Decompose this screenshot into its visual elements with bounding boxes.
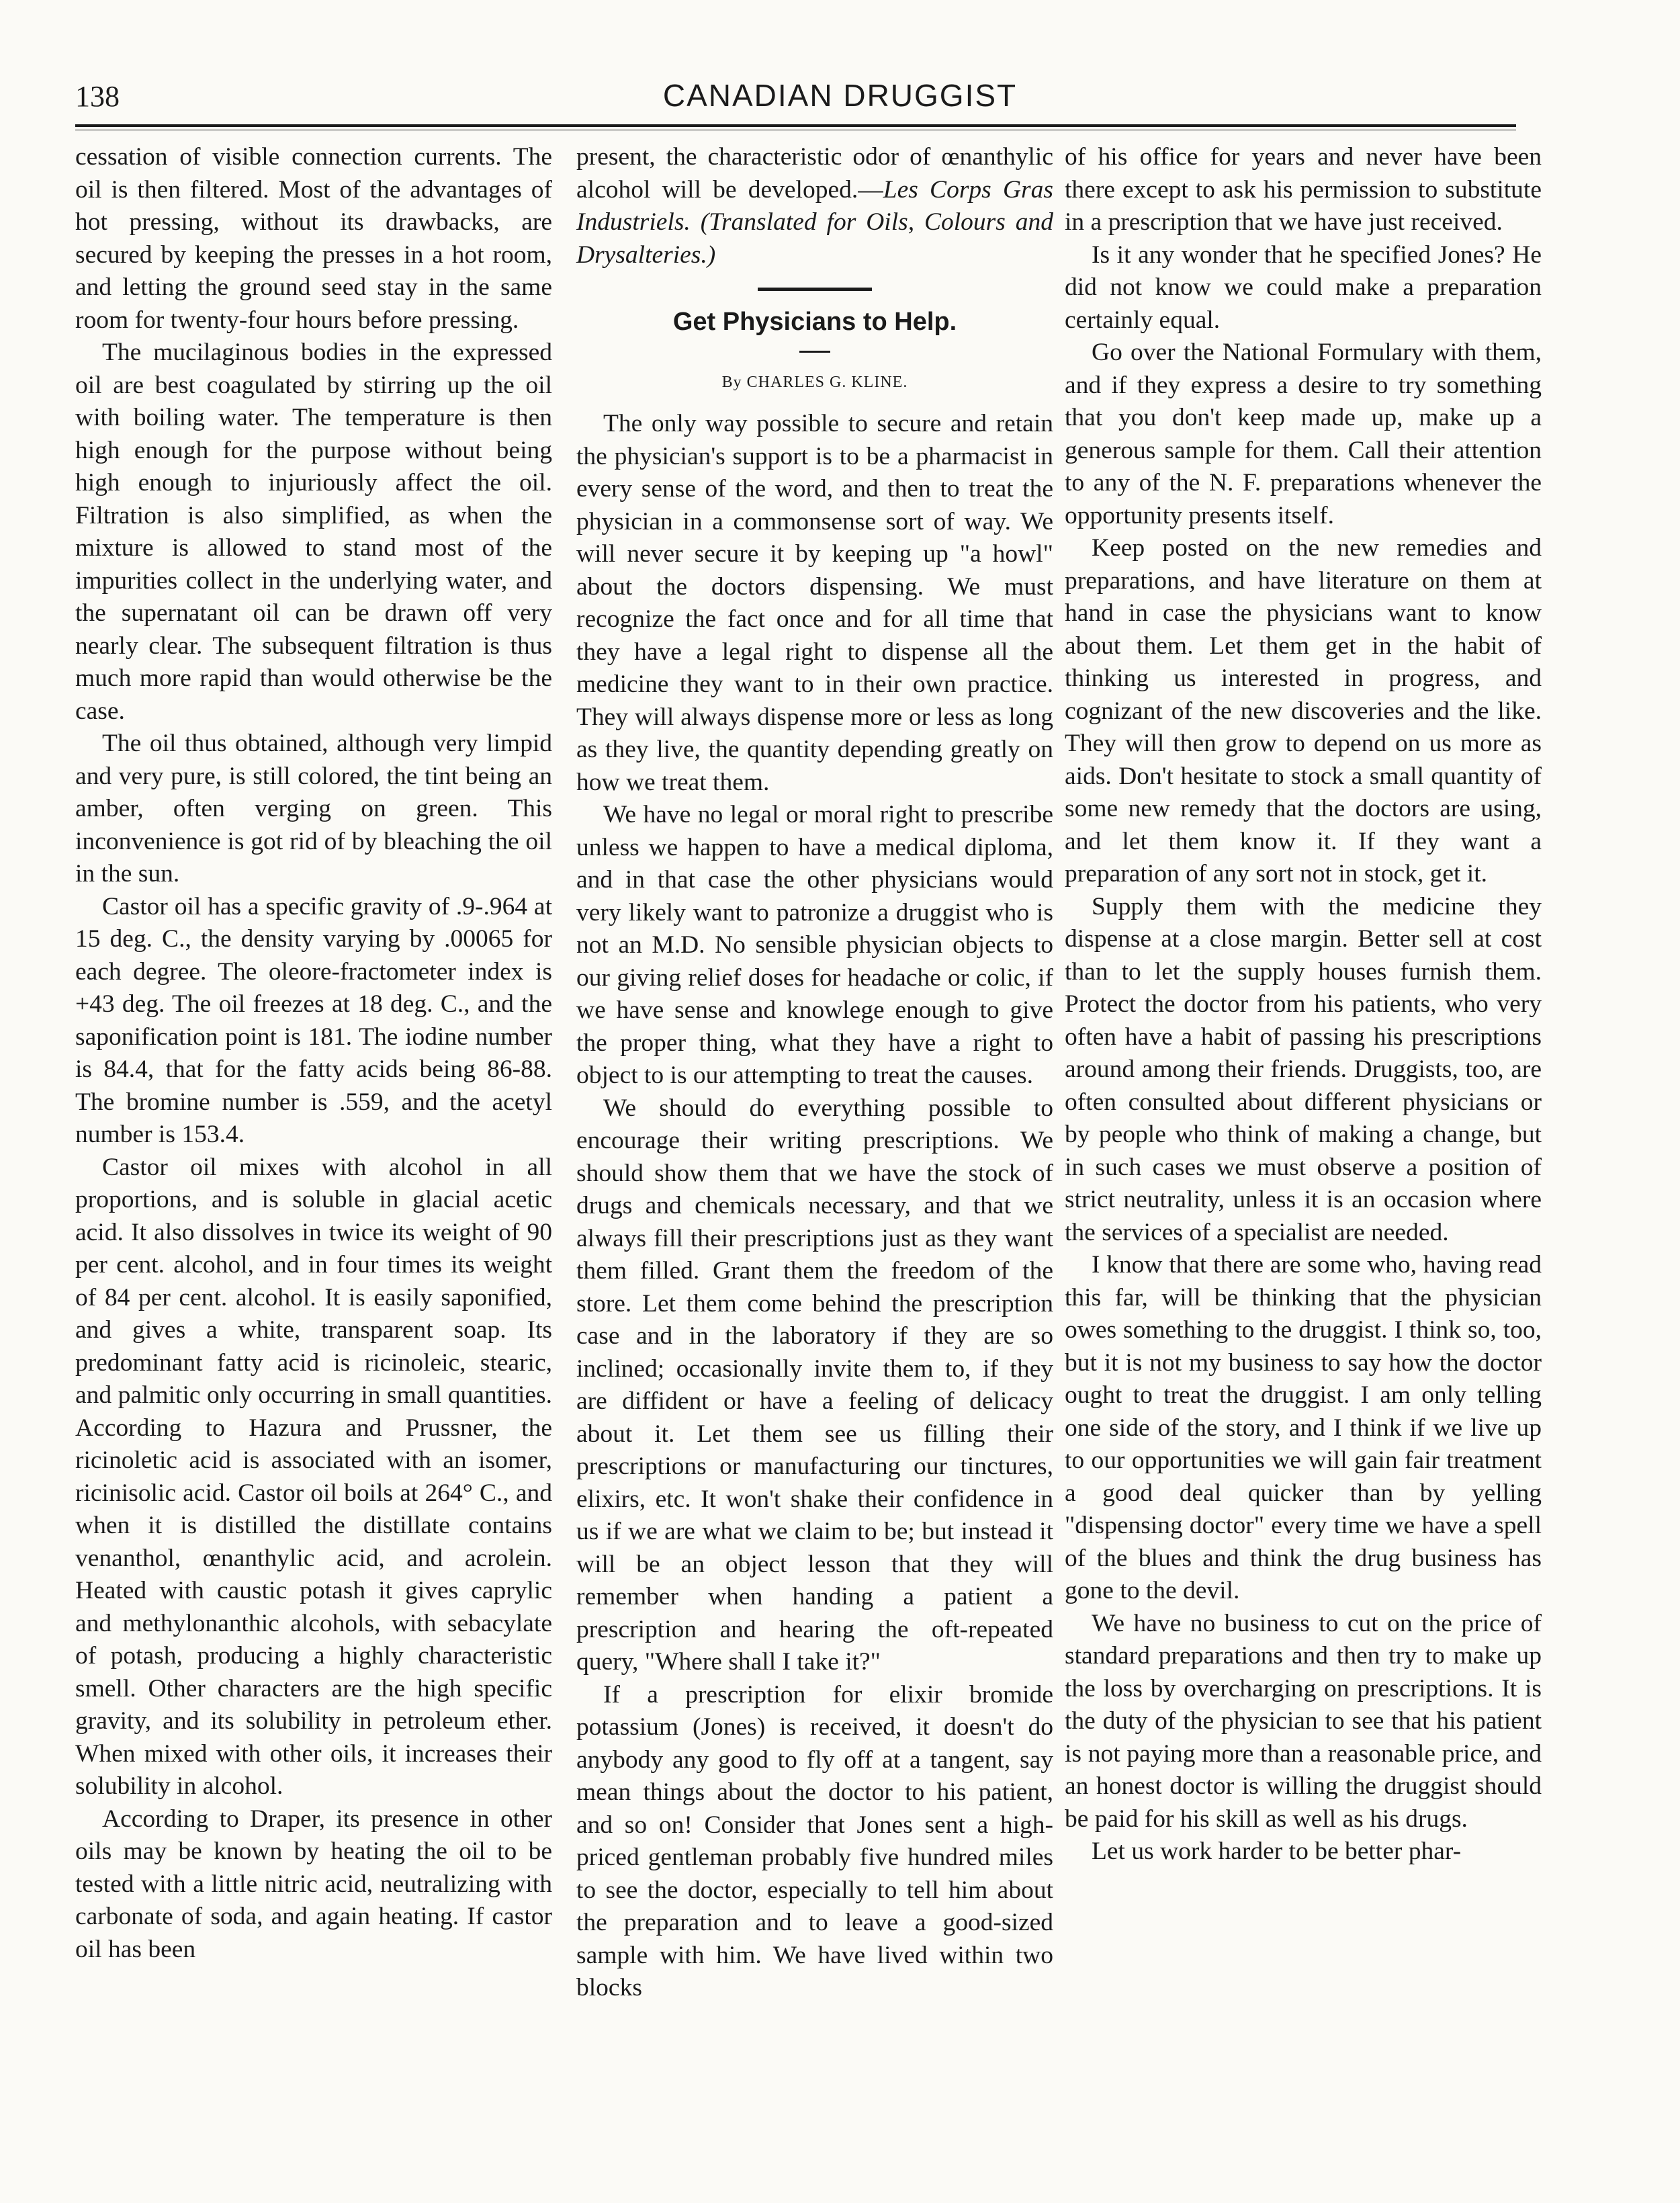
journal-title: CANADIAN DRUGGIST bbox=[662, 78, 1018, 113]
paragraph: Is it any wonder that he specified Jones? He did not know we could make a preparation certainly equal. bbox=[1065, 241, 1542, 334]
paragraph: We should do everything possible to encourage their writing prescriptions. We should show them that we have the stock of drugs and chemicals necessary, and that we always fill their prescriptions just as they want them filled. Grant them the freedom of the store. Let them come behind the prescription case and in the laboratory if they are so inclined; occasionally invite them to, if they are diffident or have a feeling of delicacy about it. Let them see us filling their prescriptions or manufacturing our tinctures, elixirs, etc. It won't shake their confidence in us if we are what we claim to be; but instead it will be an object lesson that they will remember when handing a patient a prescription and hearing the oft-repeated query, "Where shall I take it?" bbox=[576, 1094, 1053, 1676]
paragraph: of his office for years and never have been there except to ask his permission to substitute in a prescription that we have just received. bbox=[1065, 143, 1542, 236]
article-title: Get Physicians to Help. bbox=[672, 308, 957, 336]
paragraph: We have no business to cut on the price of standard preparations and then try to make up the loss by overcharging on prescriptions. It is the duty of the physician to see that his patient is not paying more than a reasonable price, and an honest doctor is willing the druggist should be paid for his skill as well as his drugs. bbox=[1065, 1609, 1542, 1833]
column-1 bbox=[75, 141, 552, 1966]
paragraph: Castor oil mixes with alcohol in all proportions, and is soluble in glacial acetic acid. It also dissolves in twice its weight of 90 per cent. alcohol, and in four times its weight of 84 per cent. alcohol. It is easily saponified, and gives a white, transparent soap. Its predominant fatty acid is ricinoleic, stearic, and palmitic only occurring in small quantities. According to Hazura and Prussner, the ricinoletic acid is associated with an isomer, ricinisolic acid. Castor oil boils at 264° C., and when it is distilled the distillate contains venanthol, œnanthylic acid, and acrolein. Heated with caustic potash it gives caprylic and methylonanthic alcohols, with sebacylate of potash, producing a highly characteristic smell. Other characters are the high specific gravity, and its solubility in petroleum ether. When mixed with other oils, it increases their solubility in alcohol. bbox=[75, 1153, 552, 1800]
paragraph: cessation of visible connection currents. The oil is then filtered. Most of the advantages of hot pressing, without its drawbacks, are secured by keeping the presses in a hot room, and letting the ground seed stay in the same room for twenty-four hours before pressing. bbox=[75, 143, 552, 334]
title-dash bbox=[799, 351, 830, 353]
continuation-paragraph bbox=[576, 141, 1053, 271]
continuation-text: present, the characteristic odor of œnanthylic alcohol will be developed.— bbox=[576, 143, 1053, 204]
section-ornament-rule bbox=[758, 288, 872, 291]
paragraph: We have no legal or moral right to prescribe unless we happen to have a medical diploma, and in that case the other physicians would very likely want to patronize a druggist who is not an M.D. No sensible physician objects to our giving relief doses for headache or colic, if we have sense and knowlege enough to give the proper thing, what they have a right to object to is our attempting to treat the causes. bbox=[576, 801, 1053, 1089]
column-2 bbox=[576, 141, 1053, 2005]
paragraph: The only way possible to secure and retain the physician's support is to be a pharmacist in every sense of the word, and then to treat the physician in a commonsense sort of way. We will never secure it by keeping up "a howl" about the doctors dispensing. We must recognize the fact once and for all time that they have a legal right to dispense all the medicine they want to in their own practice. They will always dispense more or less as long as they live, the quantity depending greatly on how we treat them. bbox=[576, 410, 1053, 796]
paragraph: Go over the National Formulary with them, and if they express a desire to try something that you don't keep made up, make up a generous sample for them. Call their attention to any of the N. F. preparations whenever the opportunity presents itself. bbox=[1065, 339, 1542, 529]
paragraph: If a prescription for elixir bromide potassium (Jones) is received, it doesn't do anybody any good to fly off at a tangent, say mean things about the doctor to his patient, and so on! Consider that Jones sent a high-priced gentleman probably five hundred miles to see the doctor, especially to tell him about the preparation and to leave a good-sized sample with him. We have lived within two blocks bbox=[576, 1680, 1053, 2001]
paragraph: Castor oil has a specific gravity of .9-.964 at 15 deg. C., the density varying by .00065 for each degree. The oleore-fractometer index is +43 deg. The oil freezes at 18 deg. C., and the saponification point is 181. The iodine number is 84.4, that for the fatty acids being 86-88. The bromine number is .559, and the acetyl number is 153.4. bbox=[75, 892, 552, 1148]
paragraph: The oil thus obtained, although very limpid and very pure, is still colored, the tint being an amber, often verging on green. This inconvenience is got rid of by bleaching the oil in the sun. bbox=[75, 730, 552, 888]
header-rule bbox=[75, 124, 1516, 127]
paragraph: Let us work harder to be better phar- bbox=[1092, 1838, 1462, 1865]
paragraph: Supply them with the medicine they dispense at a close margin. Better sell at cost than to let the supply houses furnish them. Protect the doctor from his patients, who very often have a habit of passing his prescriptions around among their friends. Druggists, too, are often consulted about different physicians or by people who think of making a change, but in such cases we must observe a position of strict neutrality, unless it is an occasion where the services of a specialist are needed. bbox=[1065, 892, 1542, 1246]
page-number: 138 bbox=[75, 80, 120, 113]
source-citation: Les Corps Gras Industriels. (Translated for Oils, Colours and Drysalteries.) bbox=[576, 175, 1053, 269]
paragraph: I know that there are some who, having read this far, will be thinking that the physician owes something to the druggist. I think so, too, but it is not my business to say how the doctor ought to treat the druggist. I am only telling one side of the story, and I think if we live up to our opportunities we will gain fair treatment a good deal quicker than by yelling "dispensing doctor" every time we have a spell of the blues and think the drug business has gone to the devil. bbox=[1065, 1251, 1542, 1604]
column-3 bbox=[1065, 141, 1542, 1868]
paragraph: The mucilaginous bodies in the expressed oil are best coagulated by stirring up the oil with boiling water. The temperature is then high enough for the purpose without being high enough to injuriously affect the oil. Filtration is also simplified, as when the mixture is allowed to stand most of the impurities collect in the underlying water, and the supernatant oil can be drawn off very nearly clear. The subsequent filtration is thus much more rapid than would otherwise be the case. bbox=[75, 339, 552, 725]
paragraph: According to Draper, its presence in other oils may be known by heating the oil to be tested with a little nitric acid, neutralizing with carbonate of soda, and again heating. If castor oil has been bbox=[75, 1805, 552, 1963]
article-byline: By CHARLES G. KLINE. bbox=[721, 373, 908, 391]
paragraph: Keep posted on the new remedies and preparations, and have literature on them at hand in case the physicians want to know about them. Let them get in the habit of thinking us interested in progress, and cognizant of the new discoveries and the like. They will then grow to depend on us more as aids. Don't hesitate to stock a small quantity of some new remedy that the doctors are using, and let them know it. If they want a preparation of any sort not in stock, get it. bbox=[1065, 534, 1542, 888]
